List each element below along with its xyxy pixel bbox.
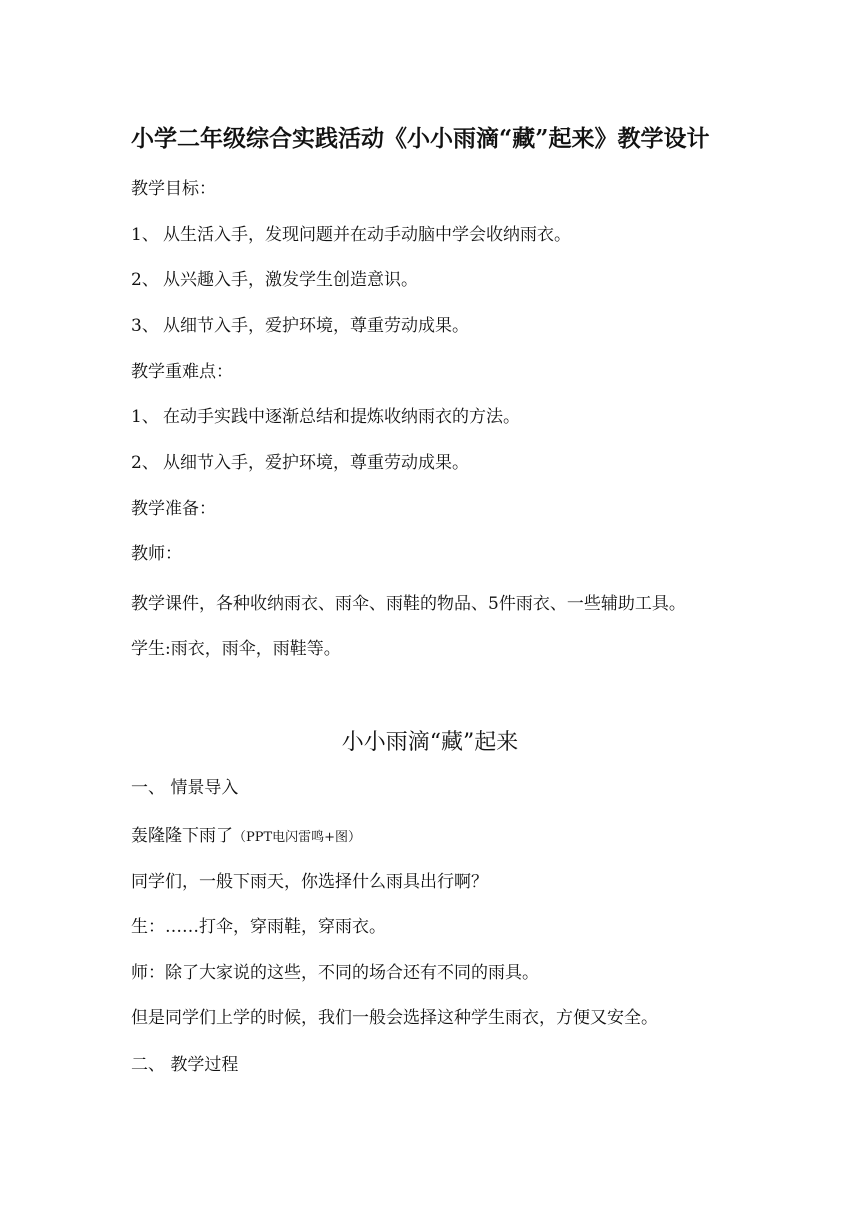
lesson-title: 小小雨滴“藏”起来 bbox=[341, 730, 519, 755]
objective-text: 从细节入手，爱护环境，尊重劳动成果。 bbox=[163, 316, 469, 336]
body-line: 师：除了大家说的这些，不同的场合还有不同的雨具。 bbox=[131, 963, 539, 983]
key-point-item bbox=[131, 452, 469, 474]
intro-note: （PPT电闪雷鸣+图） bbox=[233, 830, 362, 845]
objective-item bbox=[131, 269, 418, 291]
section-heading: 一、 情景导入 bbox=[131, 778, 239, 798]
key-point-text: 在动手实践中逐渐总结和提炼收纳雨衣的方法。 bbox=[163, 407, 520, 427]
body-line: 生：……打伞，穿雨鞋，穿雨衣。 bbox=[131, 917, 386, 937]
objective-text: 从生活入手，发现问题并在动手动脑中学会收纳雨衣。 bbox=[163, 225, 571, 245]
key-points-heading: 教学重难点： bbox=[131, 362, 233, 382]
objectives-heading: 教学目标： bbox=[131, 179, 216, 199]
objective-number: 2、 bbox=[131, 270, 159, 290]
objective-text: 从兴趣入手，激发学生创造意识。 bbox=[163, 270, 418, 290]
key-point-number: 1、 bbox=[131, 407, 159, 427]
body-line: 但是同学们上学的时候，我们一般会选择这种学生雨衣，方便又安全。 bbox=[131, 1008, 658, 1028]
objective-number: 1、 bbox=[131, 225, 159, 245]
objective-number: 3、 bbox=[131, 316, 159, 336]
intro-text: 轰隆隆下雨了 bbox=[131, 826, 233, 846]
key-point-number: 2、 bbox=[131, 453, 159, 473]
objective-item bbox=[131, 224, 571, 246]
teacher-label: 教师： bbox=[131, 544, 182, 564]
section-heading: 二、 教学过程 bbox=[131, 1055, 239, 1075]
body-line bbox=[131, 825, 361, 849]
preparation-heading: 教学准备： bbox=[131, 499, 216, 519]
objective-item bbox=[131, 315, 469, 337]
body-line: 同学们，一般下雨天，你选择什么雨具出行啊？ bbox=[131, 872, 488, 892]
teacher-items: 教学课件，各种收纳雨衣、雨伞、雨鞋的物品、5件雨衣、一些辅助工具。 bbox=[131, 594, 686, 614]
key-point-item bbox=[131, 406, 520, 428]
student-items: 学生:雨衣，雨伞，雨鞋等。 bbox=[131, 639, 341, 659]
key-point-text: 从细节入手，爱护环境，尊重劳动成果。 bbox=[163, 453, 469, 473]
document-title: 小学二年级综合实践活动《小小雨滴“藏”起来》教学设计 bbox=[131, 125, 710, 152]
